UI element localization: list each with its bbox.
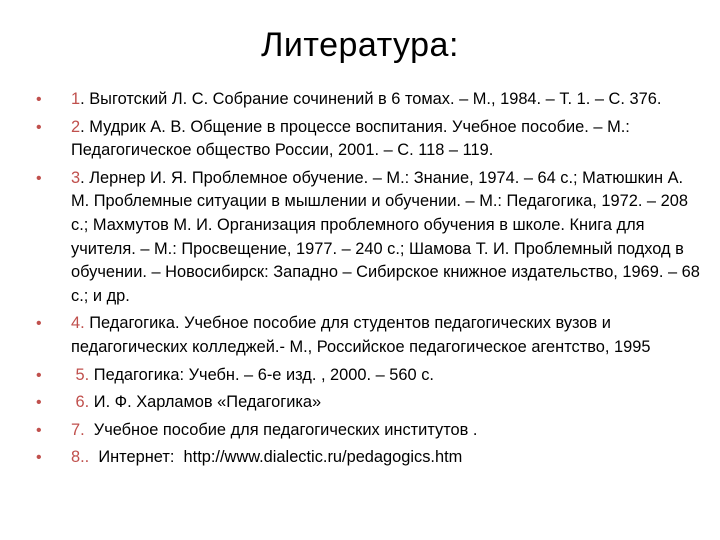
bullet-icon: • [36,118,42,136]
item-number: 6. [71,393,90,412]
item-text: . Мудрик А. В. Общение в процессе воспитания. Учебное пособие. – М.: Педагогическое общество России, 2001. – С. 118 – 119. [71,117,630,160]
item-number: 1 [71,90,81,108]
item-number: 3 [71,168,81,187]
bullet-icon: • [36,421,42,439]
bullet-icon: • [36,366,42,384]
item-text: . Выготский Л. С. Собрание сочинений в 6 томах. – М., 1984. – Т. 1. – С. 376. [80,90,662,108]
list-item [36,116,700,163]
item-text: . Лернер И. Я. Проблемное обучение. – М.: Знание, 1974. – 64 с.; Матюшкин А. М. Проблемные ситуации в мышлении и обучении. – М.: Педагогика, 1972. – 208 с.; Махмутов М. И. Организация проблемного обучения в школе. Книга для учителя. – М.: Просвещение, 1977. – 240 с.; Шамова Т. И. Проблемный подход в обучении. – Новосибирск: Западно – Сибирское книжное издательство, 1969. – 68 с.; и др. [71,168,700,305]
item-text: И. Ф. Харламов «Педагогика» [89,393,322,412]
bullet-icon: • [36,315,42,333]
list-item [36,391,700,415]
item-number: 7. [71,420,85,439]
item-number: 4. [71,314,85,333]
bullet-icon: • [36,394,42,412]
bullet-icon: • [36,449,42,467]
list-item [36,312,700,359]
item-text: Учебное пособие для педагогических институтов . [84,420,478,439]
page-title: Литература: [261,26,459,64]
list-item [36,446,700,470]
reference-list [36,88,700,474]
item-text: Интернет: http://www.dialectic.ru/pedagogics.htm [89,448,463,467]
item-text: Педагогика: Учебн. – 6-е изд. , 2000. – 560 с. [89,365,434,384]
bullet-icon: • [36,91,42,108]
item-number: 2 [71,117,81,136]
item-number: 8.. [71,448,90,467]
item-text: Педагогика. Учебное пособие для студентов педагогических вузов и педагогических колледжей.- М., Российское педагогическое агентство, 1995 [71,314,651,356]
list-item [36,364,700,388]
item-number: 5. [71,365,90,384]
list-item [36,167,700,309]
bullet-icon: • [36,169,42,187]
list-item [36,88,700,112]
list-item [36,419,700,443]
